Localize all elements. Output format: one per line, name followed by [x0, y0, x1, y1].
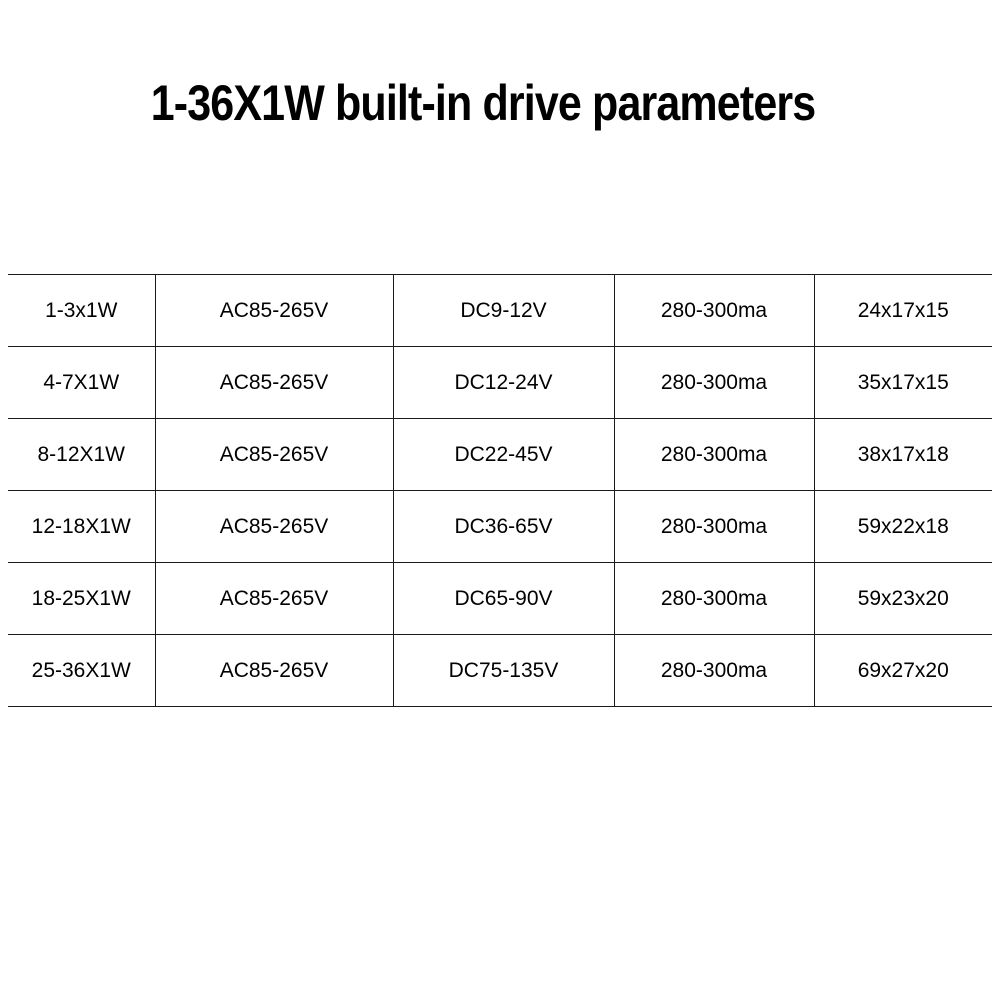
input-voltage-cell: AC85-265V	[155, 275, 393, 347]
size-cell: 59x23x20	[814, 563, 992, 635]
power-cell: 8-12X1W	[8, 419, 155, 491]
current-cell: 280-300ma	[614, 419, 814, 491]
page-title: 1-36X1W built-in drive parameters	[150, 75, 816, 131]
power-cell: 12-18X1W	[8, 491, 155, 563]
output-voltage-cell: DC9-12V	[393, 275, 614, 347]
input-voltage-cell: AC85-265V	[155, 347, 393, 419]
table-row	[8, 491, 992, 563]
power-cell: 1-3x1W	[8, 275, 155, 347]
table-row	[8, 275, 992, 347]
size-cell: 35x17x15	[814, 347, 992, 419]
output-voltage-cell: DC75-135V	[393, 635, 614, 707]
size-cell: 69x27x20	[814, 635, 992, 707]
current-cell: 280-300ma	[614, 635, 814, 707]
output-voltage-cell: DC65-90V	[393, 563, 614, 635]
output-voltage-cell: DC12-24V	[393, 347, 614, 419]
table-row	[8, 635, 992, 707]
power-cell: 4-7X1W	[8, 347, 155, 419]
current-cell: 280-300ma	[614, 563, 814, 635]
output-voltage-cell: DC22-45V	[393, 419, 614, 491]
size-cell: 24x17x15	[814, 275, 992, 347]
output-voltage-cell: DC36-65V	[393, 491, 614, 563]
table-row	[8, 563, 992, 635]
input-voltage-cell: AC85-265V	[155, 635, 393, 707]
size-cell: 38x17x18	[814, 419, 992, 491]
input-voltage-cell: AC85-265V	[155, 419, 393, 491]
input-voltage-cell: AC85-265V	[155, 563, 393, 635]
table-row	[8, 419, 992, 491]
parameters-table	[8, 274, 992, 707]
power-cell: 18-25X1W	[8, 563, 155, 635]
current-cell: 280-300ma	[614, 347, 814, 419]
current-cell: 280-300ma	[614, 275, 814, 347]
input-voltage-cell: AC85-265V	[155, 491, 393, 563]
size-cell: 59x22x18	[814, 491, 992, 563]
power-cell: 25-36X1W	[8, 635, 155, 707]
table-row	[8, 347, 992, 419]
current-cell: 280-300ma	[614, 491, 814, 563]
